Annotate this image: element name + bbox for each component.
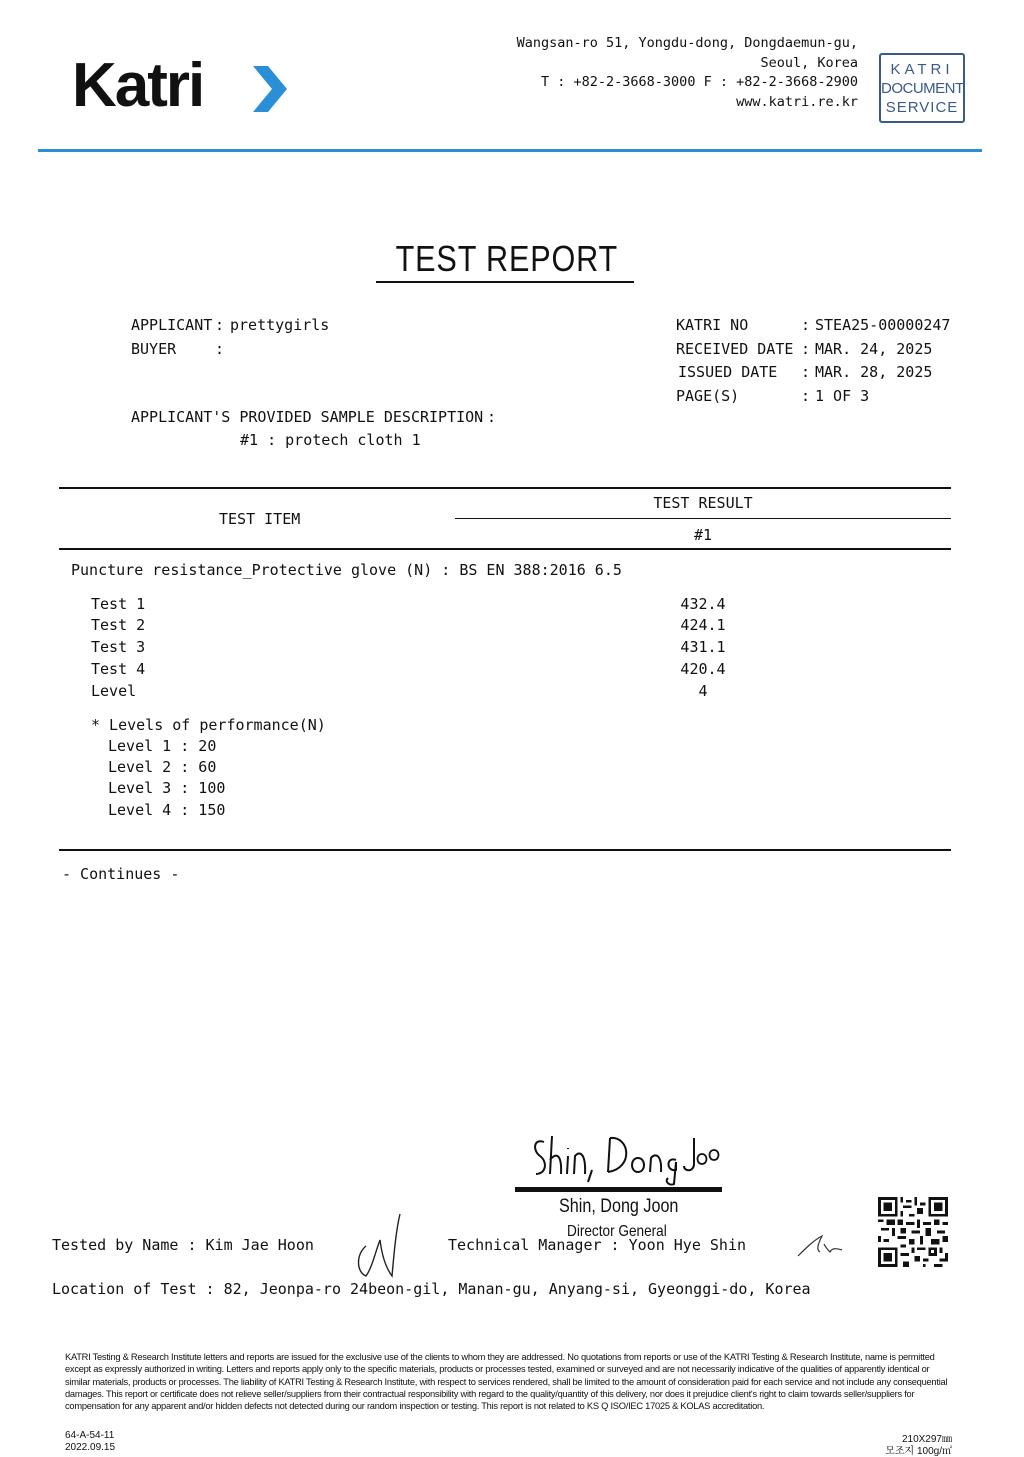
stamp-line: SERVICE xyxy=(885,99,959,116)
chevron-right-icon xyxy=(251,64,289,114)
director-signature xyxy=(530,1128,720,1186)
table-header-bottom-border xyxy=(59,548,951,550)
applicant-label: APPLICANT xyxy=(131,316,213,334)
qr-code xyxy=(878,1197,948,1267)
performance-levels-note: * Levels of performance(N) xyxy=(91,716,326,734)
table-row-label: Test 2 xyxy=(91,616,146,634)
colon: : xyxy=(801,387,811,405)
colon: : xyxy=(801,363,811,381)
test-result-header: TEST RESULT xyxy=(653,494,753,512)
table-result-subheader-border xyxy=(455,518,951,519)
performance-level-item: Level 2 : 60 xyxy=(108,758,217,776)
test-item-header: TEST ITEM xyxy=(219,510,301,528)
technical-manager-line: Technical Manager : Yoon Hye Shin xyxy=(448,1236,747,1254)
pages-value: 1 OF 3 xyxy=(815,387,870,405)
issued-date-value: MAR. 28, 2025 xyxy=(815,363,933,381)
performance-level-item: Level 3 : 100 xyxy=(108,779,226,797)
applicant-value: prettygirls xyxy=(230,316,330,334)
sample-description-label: APPLICANT'S PROVIDED SAMPLE DESCRIPTION xyxy=(131,408,484,426)
table-row-label: Test 1 xyxy=(91,595,146,613)
stamp-line: KATRI xyxy=(890,61,954,78)
sample-column-header: #1 xyxy=(693,526,713,544)
issued-date-label: ISSUED DATE xyxy=(678,363,778,381)
address-line: Wangsan-ro 51, Yongdu-dong, Dongdaemun-gu, xyxy=(516,35,858,51)
colon: : xyxy=(487,408,497,426)
signature-bar xyxy=(515,1187,722,1192)
website-line: www.katri.re.kr xyxy=(736,93,858,110)
performance-level-item: Level 1 : 20 xyxy=(108,737,217,755)
tested-by-line: Tested by Name : Kim Jae Hoon xyxy=(52,1236,314,1254)
tester-signature xyxy=(352,1210,412,1282)
table-top-border xyxy=(59,487,951,489)
continues-note: - Continues - xyxy=(62,865,180,883)
address-line: Seoul, Korea xyxy=(760,54,858,71)
manager-signature xyxy=(796,1232,844,1260)
paper-size: 210X297㎜ xyxy=(901,1434,952,1445)
table-row-value: 431.1 xyxy=(680,638,726,656)
table-row-value: 4 xyxy=(698,682,708,700)
document-service-stamp xyxy=(879,53,965,123)
katri-no-value: STEA25-00000247 xyxy=(815,316,951,334)
table-row-value: 420.4 xyxy=(680,660,726,678)
katri-logo-text: Katri xyxy=(72,51,204,120)
colon: : xyxy=(801,316,811,334)
paper-weight: 모조지 100g/㎡ xyxy=(885,1446,952,1457)
katri-no-label: KATRI NO xyxy=(676,316,749,334)
colon: : xyxy=(215,340,225,358)
location-of-test: Location of Test : 82, Jeonpa-ro 24beon-gil, Manan-gu, Anyang-si, Gyeonggi-do, Korea xyxy=(52,1280,811,1298)
table-bottom-border xyxy=(59,849,951,851)
received-date-label: RECEIVED DATE xyxy=(676,340,794,358)
table-row-label: Test 3 xyxy=(91,638,146,656)
header-divider xyxy=(38,149,982,152)
address-block xyxy=(517,34,858,112)
buyer-label: BUYER xyxy=(131,340,177,358)
form-number: 64-A-54-11 xyxy=(65,1430,115,1441)
form-date: 2022.09.15 xyxy=(65,1442,116,1453)
table-row-value: 424.1 xyxy=(680,616,726,634)
pages-label: PAGE(S) xyxy=(676,387,740,405)
sample-description-value: #1 : protech cloth 1 xyxy=(240,431,421,449)
received-date-value: MAR. 24, 2025 xyxy=(815,340,933,358)
performance-level-item: Level 4 : 150 xyxy=(108,801,226,819)
test-method-name: Puncture resistance_Protective glove (N) : BS EN 388:2016 6.5 xyxy=(71,561,622,579)
title-underline xyxy=(376,281,634,283)
page-title: TEST REPORT xyxy=(395,238,619,279)
stamp-line: DOCUMENT xyxy=(881,80,964,97)
director-title: Director General xyxy=(567,1223,667,1240)
director-name: Shin, Dong Joon xyxy=(559,1196,679,1217)
table-row-label: Test 4 xyxy=(91,660,146,678)
colon: : xyxy=(801,340,811,358)
table-row-label: Level xyxy=(91,682,137,700)
table-row-value: 432.4 xyxy=(680,595,726,613)
disclaimer-text: KATRI Testing & Research Institute letters and reports are issued for the exclusive use of the clients to whom they are addressed. No quotations from reports or use of the KATRI Testing & Research Institute, name is permitted except as expressly authorized in writing. Letters and reports apply only to the specific materials, products or processes tested, examined or surveyed and are not necessarily indicative of the qualities of apparently identical or similar materials, products or processes. The liability of KATRI Testing & Research Institute, with respect to services rendered, shall be limited to the amount of consideration paid for each service and not include any consequential damages. This report or certificate does not relieve seller/suppliers from their contractual responsibility with regard to the quality/quantity of this delivery, nor does it prejudice client's right to claim towards seller/suppliers for compensation for any apparent and/or hidden defects not detected during our random inspection or testing. This report is not related to KS Q ISO/IEC 17025 & KOLAS accreditation. xyxy=(65,1352,948,1412)
phone-fax-line: T : +82-2-3668-3000 F : +82-2-3668-2900 xyxy=(541,74,858,90)
colon: : xyxy=(215,316,225,334)
